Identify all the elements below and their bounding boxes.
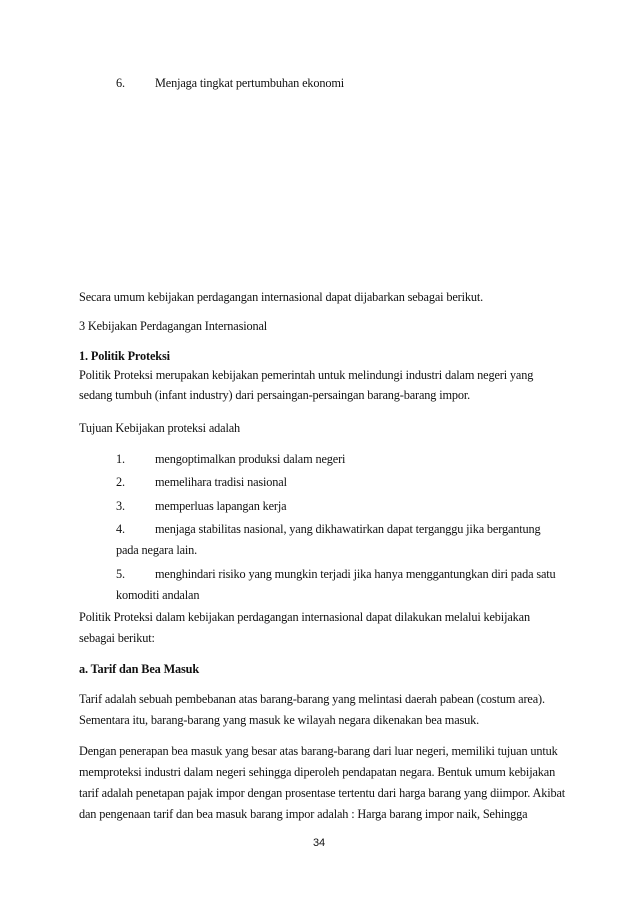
list-number: 2. [116, 475, 125, 489]
list-item-text: mengoptimalkan produksi dalam negeri [155, 452, 346, 466]
paragraph-line: tarif adalah penetapan pajak impor dengan prosentase tertentu dari harga barang yang diimpor. Akibat [79, 786, 566, 800]
paragraph-line: Politik Proteksi dalam kebijakan perdagangan internasional dapat dilakukan melalui kebijakan [79, 610, 530, 624]
list-item-text: memelihara tradisi nasional [155, 475, 287, 489]
list-item-continuation: komoditi andalan [116, 588, 200, 602]
paragraph-line: dan pengenaan tarif dan bea masuk barang impor adalah : Harga barang impor naik, Sehingga [79, 807, 528, 821]
intro-paragraph: Secara umum kebijakan perdagangan internasional dapat dijabarkan sebagai berikut. [79, 290, 484, 304]
list-item-text: menjaga stabilitas nasional, yang dikhawatirkan dapat terganggu jika bergantung [155, 522, 541, 536]
page-number: 34 [313, 837, 325, 849]
paragraph-line: Tarif adalah sebuah pembebanan atas barang-barang yang melintasi daerah pabean (costum area). [79, 692, 545, 706]
list-number: 1. [116, 452, 125, 466]
paragraph-line: sedang tumbuh (infant industry) dari persaingan-persaingan barang-barang impor. [79, 388, 471, 402]
goals-intro: Tujuan Kebijakan proteksi adalah [79, 421, 241, 435]
list-item-continuation: pada negara lain. [116, 543, 198, 557]
paragraph-line: Dengan penerapan bea masuk yang besar atas barang-barang dari luar negeri, memiliki tujuan untuk [79, 744, 558, 758]
section-title: 3 Kebijakan Perdagangan Internasional [79, 319, 268, 333]
paragraph-line: Sementara itu, barang-barang yang masuk ke wilayah negara dikenakan bea masuk. [79, 713, 480, 727]
list-item-text: memperluas lapangan kerja [155, 499, 287, 513]
list-item-text: menghindari risiko yang mungkin terjadi jika hanya menggantungkan diri pada satu [155, 567, 556, 581]
list-number: 5. [116, 567, 125, 581]
paragraph-line: memproteksi industri dalam negeri sehingga diperoleh pendapatan negara. Bentuk umum kebijakan [79, 765, 556, 779]
paragraph-line: sebagai berikut: [79, 631, 155, 645]
paragraph-line: Politik Proteksi merupakan kebijakan pemerintah untuk melindungi industri dalam negeri yang [79, 368, 534, 382]
list-number: 3. [116, 499, 125, 513]
list-item-text: Menjaga tingkat pertumbuhan ekonomi [155, 76, 345, 90]
heading-tarif-bea-masuk: a. Tarif dan Bea Masuk [79, 662, 200, 676]
heading-politik-proteksi: 1. Politik Proteksi [79, 349, 170, 363]
list-number: 4. [116, 522, 125, 536]
list-number: 6. [116, 76, 125, 90]
